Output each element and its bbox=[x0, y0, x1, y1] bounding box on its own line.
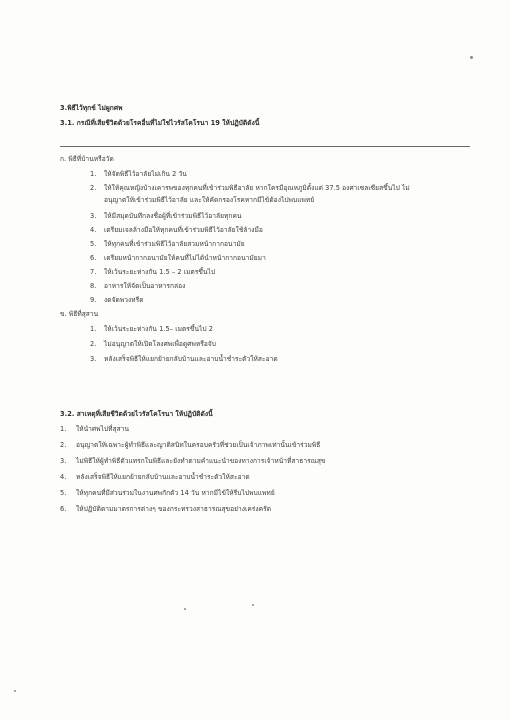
section-3-2-item-text: อนุญาตให้เฉพาะผู้ทำพิธีและญาติสนิทในครอบครัวที่ช่วยเป็นเจ้าภาพเท่านั้นเข้าร่วมพิธี bbox=[76, 441, 321, 449]
scan-speck bbox=[252, 604, 254, 606]
section-a-item-num: 6. bbox=[90, 254, 97, 262]
section-a-item-text: ให้ทุกคนที่เข้าร่วมพิธีไว้อาลัยสวมหน้ากากอนามัย bbox=[104, 240, 245, 248]
section-a-item-num: 9. bbox=[90, 296, 97, 304]
section-3-2-item-text: ให้ทุกคนที่มีส่วนร่วมในงานศพกักตัว 14 วัน หากมีไข้ให้รีบไปพบแพทย์ bbox=[76, 489, 275, 497]
section-b-item-num: 3. bbox=[90, 355, 97, 363]
section-a-item-text: เตรียมหน้ากากอนามัยให้คนที่ไม่ได้นำหน้ากากอนามัยมา bbox=[104, 254, 266, 262]
section-b-item-text: หลังเสร็จพิธีให้แยกย้ายกลับบ้านและอาบน้ำชำระตัวให้สะอาด bbox=[104, 355, 278, 363]
section-3-2-item-text: ให้นำศพไปที่สุสาน bbox=[76, 425, 130, 433]
section-b-item-text: ไม่อนุญาตให้เปิดโลงศพเพื่อดูศพหรือจับ bbox=[104, 340, 217, 348]
section-3-2-item-text: ไม่พิธีให้ผู้ทำพิธีตัวแทรกในพิธีและยังทำตามคำแนะนำของทางการเจ้าหน้าที่สาธารณสุข bbox=[76, 457, 326, 465]
section-3-2-item-text: ให้ปฏิบัติตามมาตรการต่างๆ ของกระทรวงสาธารณสุขอย่างเคร่งครัด bbox=[76, 505, 272, 513]
scan-speck bbox=[14, 690, 16, 692]
section-b-title: ข. พิธีที่สุสาน bbox=[60, 310, 99, 318]
section-a-item-num: 1. bbox=[90, 170, 97, 178]
section-a-item-num: 3. bbox=[90, 212, 97, 220]
section-3-2-item-num: 6. bbox=[60, 505, 67, 513]
section-a-item-num: 2. bbox=[90, 184, 97, 192]
section-a-item-text: เตรียมเจลล้างมือให้ทุกคนที่เข้าร่วมพิธีไว้อาลัยใช้ล้างมือ bbox=[104, 226, 263, 234]
section-3-2-item-num: 1. bbox=[60, 425, 67, 433]
section-3-2-item-num: 2. bbox=[60, 441, 67, 449]
divider-line bbox=[60, 146, 470, 147]
section-a-item-num: 7. bbox=[90, 268, 97, 276]
section-a-item-num: 5. bbox=[90, 240, 97, 248]
section-a-item-num: 4. bbox=[90, 226, 97, 234]
section-a-item-num: 8. bbox=[90, 282, 97, 290]
section-a-item-text: อนุญาตให้เข้าร่วมพิธีไว้อาลัย และให้คัดกรองโรคหากมีไข้ต้องไปพบแพทย์ bbox=[104, 196, 315, 204]
section-a-item-text: งดจัดพวงหรีด bbox=[104, 296, 144, 304]
section-3-2-item-num: 3. bbox=[60, 457, 67, 465]
section-a-title: ก. พิธีที่บ้านหรือวัด bbox=[60, 155, 114, 163]
section-3-2-item-num: 4. bbox=[60, 473, 67, 481]
scan-speck bbox=[184, 608, 186, 610]
scan-speck bbox=[470, 56, 473, 59]
section-3-2-item-num: 5. bbox=[60, 489, 67, 497]
section-3-2-item-text: หลังเสร็จพิธีให้แยกย้ายกลับบ้านและอาบน้ำชำระตัวให้สะอาด bbox=[76, 473, 250, 481]
section-a-item-text: ให้จัดพิธีไว้อาลัยไม่เกิน 2 วัน bbox=[104, 170, 187, 178]
heading-3-2: 3.2. สาเหตุที่เสียชีวิตด้วยไวรัสโคโรนา ให้ปฏิบัติดังนี้ bbox=[60, 410, 213, 418]
section-b-item-num: 1. bbox=[90, 325, 97, 333]
heading-3: 3.พิธีไว้ทุกข์ ไม่ผูกศพ bbox=[60, 104, 123, 112]
heading-3-1: 3.1. กรณีที่เสียชีวิตด้วยโรคอื่นที่ไม่ใช่ไวรัสโคโรนา 19 ให้ปฏิบัติดังนี้ bbox=[60, 119, 260, 127]
section-a-item-text: อาหารให้จัดเป็นอาหารกล่อง bbox=[104, 282, 186, 290]
section-b-item-num: 2. bbox=[90, 340, 97, 348]
section-a-item-text: ให้เว้นระยะห่างกัน 1.5 – 2 เมตรขึ้นไป bbox=[104, 268, 216, 276]
section-a-item-text: ให้มีสมุดบันทึกลงชื่อผู้ที่เข้าร่วมพิธีไว้อาลัยทุกคน bbox=[104, 212, 242, 220]
section-a-item-text: ให้ให้คุณหญิงบ้างเคารพของทุกคนที่เข้าร่วมพิธีอาลัย หากใครมีอุณหภูมิตั้งแต่ 37.5 องศาเซลเซียสขึ้นไป ไม่ bbox=[104, 184, 410, 192]
section-b-item-text: ให้เว้นระยะห่างกัน 1.5– เมตรขึ้นไป 2 bbox=[104, 325, 213, 333]
